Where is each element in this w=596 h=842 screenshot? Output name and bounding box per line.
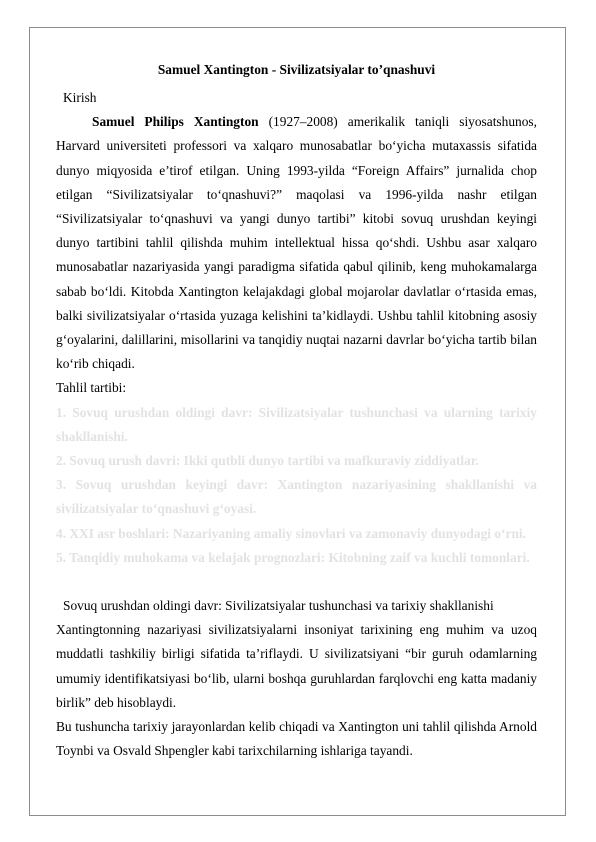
section-paragraph: Xantingtonning nazariyasi sivilizatsiyalarni insoniyat tarixining eng muhim va uzoq muddatli tashkiliy birligi sifatida ta’riflaydi. U sivilizatsiyani “bir guruh odamlarning umumiy identifikatsiyasi bo‘lib, ularni boshqa guruhlardan farqlovchi eng katta madaniy birlik” deb hisoblaydi. xyxy=(56,622,537,710)
plan-item: 2. Sovuq urush davri: Ikki qutbli dunyo tartibi va mafkuraviy ziddiyatlar. xyxy=(56,453,479,469)
plan-item: 5. Tanqidiy muhokama va kelajak prognozlari: Kitobning zaif va kuchli tomonlari. xyxy=(56,549,530,565)
section-heading: Sovuq urushdan oldingi davr: Sivilizatsiyalar tushunchasi va tarixiy shakllanishi xyxy=(63,598,494,614)
author-name: Samuel Philips Xantington xyxy=(92,114,259,130)
plan-item: 1. Sovuq urushdan oldingi davr: Sivilizatsiyalar tushunchasi va ularning tarixiy shakllanishi. xyxy=(56,404,537,444)
intro-text: (1927–2008) amerikalik taniqli siyosatshunos, Harvard universiteti professori va xalqaro munosabatlar bo‘yicha mutaxassis sifatida dunyo miqyosida e’tirof etilgan. Uning 1993-yilda “Foreign Affairs” jurnalida chop etilgan “Sivilizatsiyalar to‘qnashuvi?” maqolasi va 1996-yilda nashr etilgan “Sivilizatsiyalar to‘qnashuvi va yangi dunyo tartibi” kitobi sovuq urushdan keyingi dunyo tartibini tahlil qilishda muhim intellektual hissa qo‘shdi. Ushbu asar xalqaro munosabatlar nazariyasida yangi paradigma sifatida qabul qilinib, keng muhokamalarga sabab bo‘ldi. Kitobda Xantington kelajakdagi global mojarolar davlatlar o‘rtasida emas, balki sivilizatsiyalar o‘rtasida yuzaga kelishini ta’kidlaydi. Ushbu tahlil kitobning asosiy g‘oyalarini, dalillarini, misollarini va tanqidiy nuqtai nazarni davrlar bo‘yicha tartib bilan ko‘rib chiqadi. xyxy=(56,114,537,372)
spacer xyxy=(56,570,537,594)
plan-item: 3. Sovuq urushdan keyingi davr: Xantington nazariyasining shakllanishi va sivilizatsiyalar to‘qnashuvi g‘oyasi. xyxy=(56,477,537,517)
plan-list xyxy=(56,401,537,570)
intro-heading: Kirish xyxy=(63,90,97,105)
section-paragraph: Bu tushuncha tarixiy jarayonlardan kelib chiqadi va Xantington uni tahlil qilishda Arnold Toynbi va Osvald Shpengler kabi tarixchilarning ishlariga tayandi. xyxy=(56,719,537,759)
document-body xyxy=(56,58,537,763)
intro-paragraph xyxy=(56,110,537,376)
document-title: Samuel Xantington - Sivilizatsiyalar to’qnashuvi xyxy=(157,62,436,77)
plan-item: 4. XXI asr boshlari: Nazariyaning amaliy sinovlari va zamonaviy dunyodagi o‘rni. xyxy=(56,525,526,541)
plan-label: Tahlil tartibi: xyxy=(56,380,127,396)
